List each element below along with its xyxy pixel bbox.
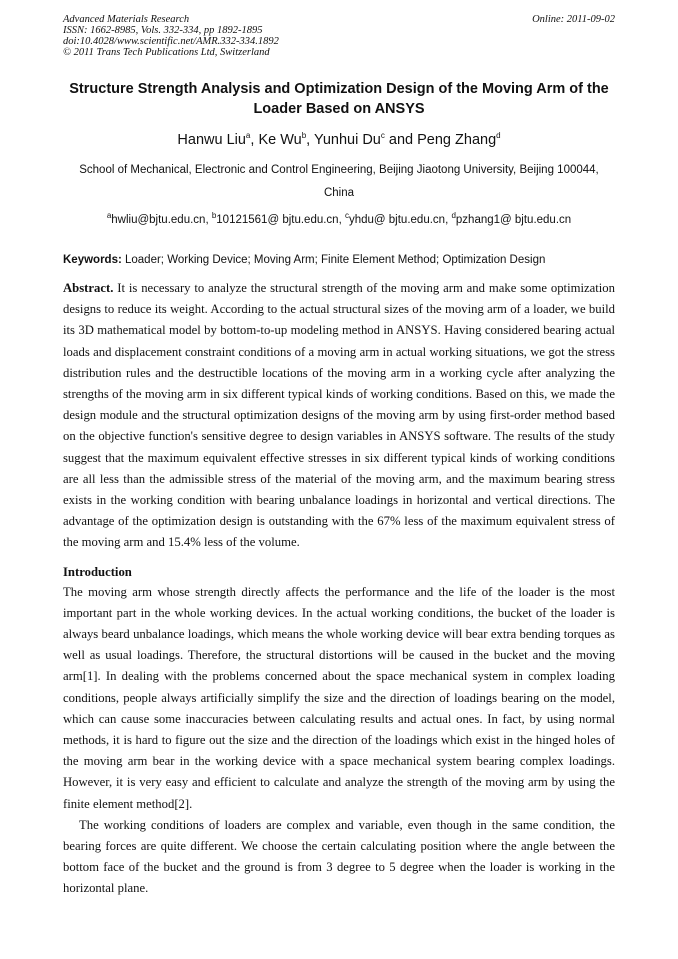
keywords-label: Keywords:: [63, 254, 122, 266]
abstract: [63, 278, 615, 554]
abstract-text: It is necessary to analyze the structural strength of the moving arm and make some optimization designs to reduce its weight. According to the actual structural sizes of the moving arm of a loader, we build its 3D mathematical model by bottom-to-up modeling method in ANSYS. Having considered bearing actual loads and displacement constraint conditions of a moving arm in actual working situations, we got the stress distribution rules and the destructible locations of the moving arm in a working cycle after analyzing the strengths of the moving arm in six different typical kinds of working conditions. Based on this, we made the design module and the structural optimization designs of the moving arm by using first-order method based on the objective function's sensitive degree to design variables in ANSYS software. The results of the study suggest that the maximum equivalent effective stresses in six different typical kinds of working conditions are all less than the admissible stress of the material of the moving arm, and the maximum bearing stress exists in the working condition with bearing unbalance loadings in horizontal and vertical directions. The advantage of the optimization design is outstanding with the 67% less of the maximum equivalent stress of the moving arm and 15.4% less of the volume.: [63, 281, 615, 550]
email[interactable]: $^d$pzhang1@ bjtu.edu.cn: [451, 211, 572, 226]
author: Peng Zhang$^d$: [417, 131, 501, 148]
author: Hanwu Liu$^a$,: [177, 131, 259, 148]
copyright-line: © 2011 Trans Tech Publications Ltd, Switzerland: [63, 47, 270, 58]
online-date: Online: 2011-09-02: [532, 14, 615, 25]
issn-line: ISSN: 1662-8985, Vols. 332-334, pp 1892-1895: [63, 25, 263, 36]
affiliation: School of Mechanical, Electronic and Control Engineering, Beijing Jiaotong University, Beijing 100044, China: [79, 164, 599, 199]
header-row: [63, 14, 615, 25]
doi-line: doi:10.4028/www.scientific.net/AMR.332-334.1892: [63, 36, 279, 47]
author-list: [63, 131, 615, 149]
author: Ke Wu$^b$,: [258, 131, 314, 148]
email[interactable]: $^c$yhdu@ bjtu.edu.cn,: [344, 211, 452, 226]
author: Yunhui Du$^c$ and: [313, 131, 418, 148]
paragraph: The moving arm whose strength directly affects the performance and the life of the loader is the most important part in the whole working devices. In the actual working conditions, the bucket of the loader is always beard unbalance loadings, which means the whole working device will bear extra bending torques as well as usual loadings. Therefore, the structural distortions will be caused in the bucket and the moving arm[1]. In dealing with the problems concerned about the space mechanical system in complex loading conditions, people always artificially simplify the size and the direction of loadings bearing on the model, which can cause some inaccuracies between calculating results and actual ones. In fact, by using normal methods, it is hard to figure out the size and the direction of the loadings which exist in the hinged holes of the moving arm bear in the working device with a space mechanical system bearing complex loadings. However, it is very easy and efficient to calculate and analyze the strength of the moving arm by using the finite element method[2].: [63, 584, 615, 811]
email[interactable]: $^a$hwliu@bjtu.edu.cn,: [106, 211, 212, 226]
keywords-text: Loader; Working Device; Moving Arm; Finite Element Method; Optimization Design: [125, 254, 546, 266]
section-heading-introduction: Introduction: [63, 564, 132, 579]
keywords: [63, 251, 615, 269]
paper-page: [63, 14, 615, 900]
paper-title: Structure Strength Analysis and Optimization Design of the Moving Arm of the Loader Based on ANSYS: [69, 81, 609, 117]
paragraph: The working conditions of loaders are complex and variable, even though in the same condition, the bearing forces are quite different. We choose the certain calculating position where the angle between the bottom face of the bucket and the ground is from 3 degree to 5 degree when the loader is working in the horizontal plane.: [63, 817, 615, 896]
email[interactable]: $^b$10121561@ bjtu.edu.cn,: [211, 211, 345, 226]
journal-name: Advanced Materials Research: [63, 14, 190, 25]
email-list: [63, 211, 615, 229]
abstract-label: Abstract.: [63, 281, 114, 295]
